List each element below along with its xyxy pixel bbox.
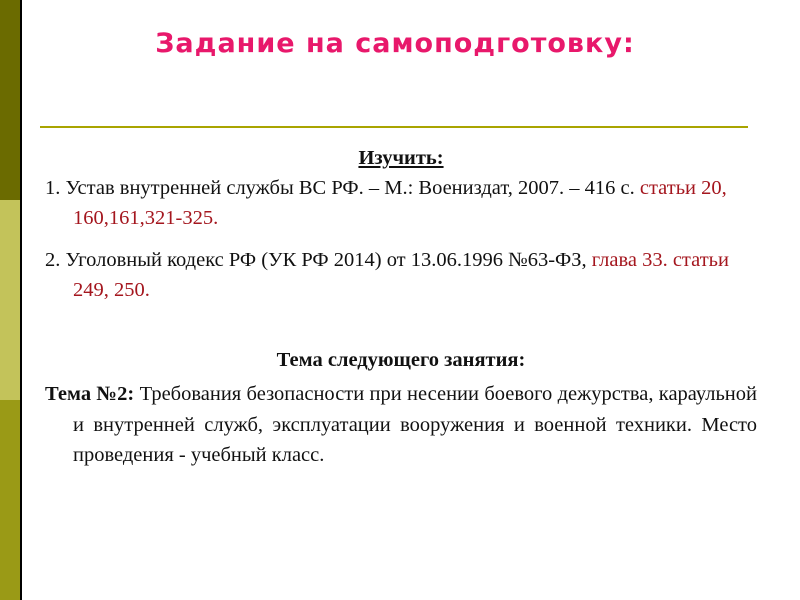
- list-item-highlight: глава 33. статьи 249, 250.: [73, 249, 729, 301]
- topic-label: Тема №2:: [45, 383, 135, 405]
- sidebar-segment-middle: [0, 200, 20, 400]
- list-item: [45, 245, 757, 305]
- study-heading: Изучить:: [358, 147, 444, 169]
- sidebar-divider: [20, 0, 22, 600]
- list-item-text: 2. Уголовный кодекс РФ (УК РФ 2014) от 13.06.1996 №63-ФЗ,: [45, 249, 592, 271]
- sidebar-segment-bottom: [0, 400, 20, 600]
- list-item: [45, 173, 757, 233]
- next-topic-heading: Тема следующего занятия:: [276, 349, 526, 371]
- sidebar-segment-top: [0, 0, 20, 200]
- slide-content: [45, 143, 757, 491]
- list-item-text: 1. Устав внутренней службы ВС РФ. – М.: Воениздат, 2007. – 416 с.: [45, 177, 640, 199]
- topic-paragraph: [45, 379, 757, 471]
- title-divider: [40, 126, 748, 128]
- topic-text: Требования безопасности при несении боевого дежурства, караульной и внутренней служб, эксплуатации вооружения и военной техники. Место проведения - учебный класс.: [73, 383, 757, 466]
- slide-title: Задание на самоподготовку:: [155, 28, 635, 59]
- sidebar-decoration: [0, 0, 20, 600]
- list-item-highlight: статьи 20, 160,161,321-325.: [73, 177, 727, 229]
